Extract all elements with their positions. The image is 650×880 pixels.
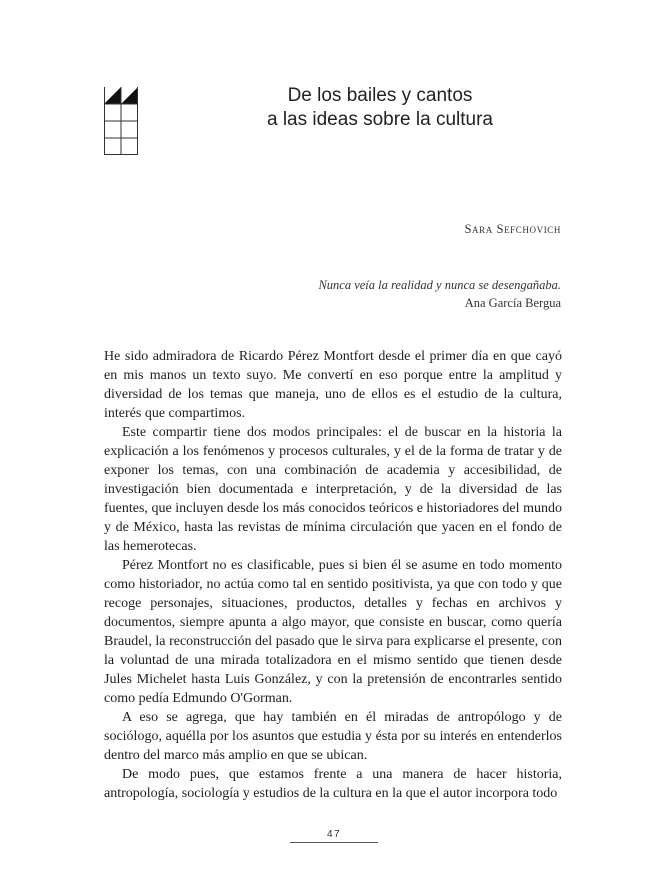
chapter-title-line2: a las ideas sobre la cultura xyxy=(266,109,493,130)
epigraph-quote: Nunca veía la realidad y nunca se desengañaba. xyxy=(318,278,561,292)
chapter-title xyxy=(180,84,580,132)
paragraph: A eso se agrega, que hay también en él miradas de antropólogo y de sociólogo, aquélla por los asuntos que estudia y ésta por su interés en entenderlos dentro del marco más amplio en que se ubican. xyxy=(104,710,562,763)
chapter-logo-grid-icon xyxy=(104,87,138,155)
chapter-title-line1: De los bailes y cantos xyxy=(287,85,473,106)
paragraph: Pérez Montfort no es clasificable, pues si bien él se asume en todo momento como historiador, no actúa como tal en sentido positivista, ya que con todo y que recoge personajes, situaciones, productos, detalles y fechas en archivos y documentos, siempre apunta a algo mayor, que consiste en buscar, como quería Braudel, la reconstrucción del pasado que le sirva para explicarse el presente, con la voluntad de una mirada totalizadora en el mismo sentido que tienen desde Jules Michelet hasta Luis González, y con la pretensión de encontrarles sentido como pedía Edmundo O'Gorman. xyxy=(104,558,562,706)
epigraph-attribution: Ana García Bergua xyxy=(464,296,561,310)
paragraph: De modo pues, que estamos frente a una manera de hacer historia, antropología, sociología y estudios de la cultura en la que el autor incorpora todo xyxy=(104,767,562,801)
paragraph: He sido admiradora de Ricardo Pérez Montfort desde el primer día en que cayó en mis manos un texto suyo. Me convertí en eso porque entre la amplitud y diversidad de los temas que maneja, uno de ellos es el estudio de la cultura, interés que compartimos. xyxy=(104,349,562,421)
epigraph xyxy=(318,276,561,312)
body-text xyxy=(104,347,562,803)
page-number-rule xyxy=(290,842,378,843)
chapter-author: Sara Sefchovich xyxy=(464,222,561,236)
page-number: 47 xyxy=(326,829,342,840)
paragraph: Este compartir tiene dos modos principales: el de buscar en la historia la explicación a los fenómenos y procesos culturales, y el de la forma de tratar y de exponer los temas, con una combinación de academia y accesibilidad, de investigación bien documentada e interpretación, y de la diversidad de las fuentes, que incluyen desde los más conocidos teóricos e historiadores del mundo y de México, hasta las revistas de mínima circulación que yacen en el fondo de las hemerotecas. xyxy=(104,425,562,554)
